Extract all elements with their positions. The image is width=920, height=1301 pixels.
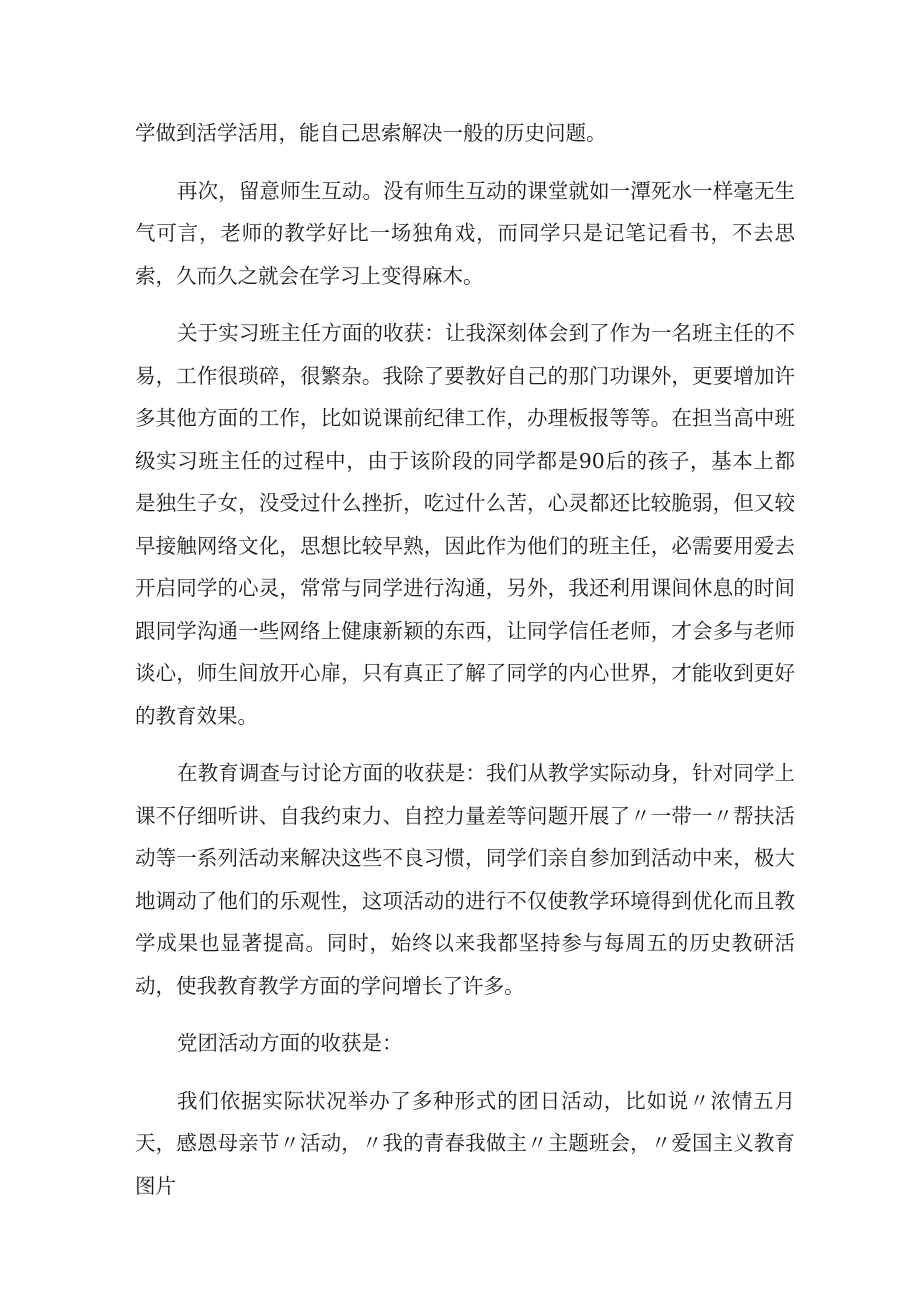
paragraph-head-teacher-gains: 关于实习班主任方面的收获：让我深刻体会到了作为一名班主任的不易，工作很琐碎，很繁杂。我除了要教好自己的那门功课外，更要增加许多其他方面的工作，比如说课前纪律工作，办理板报等等。在担当高中班级实习班主任的过程中，由于该阶段的同学都是90后的孩子，基本上都是独生子女，没受过什么挫折，吃过什么苦，心灵都还比较脆弱，但又较早接触网络文化，思想比较早熟，因此作为他们的班主任，必需要用爱去开启同学的心灵，常常与同学进行沟通，另外，我还利用课间休息的时间跟同学沟通一些网络上健康新颖的东西，让同学信任老师，才会多与老师谈心，师生间放开心扉，只有真正了解了同学的内心世界，才能收到更好的教育效果。 [135,321,795,728]
paragraph-continuation: 学做到活学活用，能自己思索解决一般的历史问题。 [135,121,607,145]
paragraph-party-league-heading: 党团活动方面的收获是： [177,1031,403,1055]
paragraph-league-activities: 我们依据实际状况举办了多种形式的团日活动，比如说〃浓情五月天，感恩母亲节〃活动，〃我的青春我做主〃主题班会，〃爱国主义教育图片 [135,1088,795,1198]
paragraph-research-gains: 在教育调查与讨论方面的收获是：我们从教学实际动身，针对同学上课不仔细听讲、自我约束力、自控力量差等问题开展了〃一带一〃帮扶活动等一系列活动来解决这些不良习惯，同学们亲自参加到活动中来，极大地调动了他们的乐观性，这项活动的进行不仅使教学环境得到优化而且教学成果也显著提高。同时，始终以来我都坚持参与每周五的历史教研活动，使我教育教学方面的学问增长了许多。 [135,761,795,998]
paragraph-teacher-student-interaction: 再次，留意师生互动。没有师生互动的课堂就如一潭死水一样毫无生气可言，老师的教学好比一场独角戏，而同学只是记笔记看书，不去思索，久而久之就会在学习上变得麻木。 [135,178,795,288]
document-body [135,112,795,1222]
